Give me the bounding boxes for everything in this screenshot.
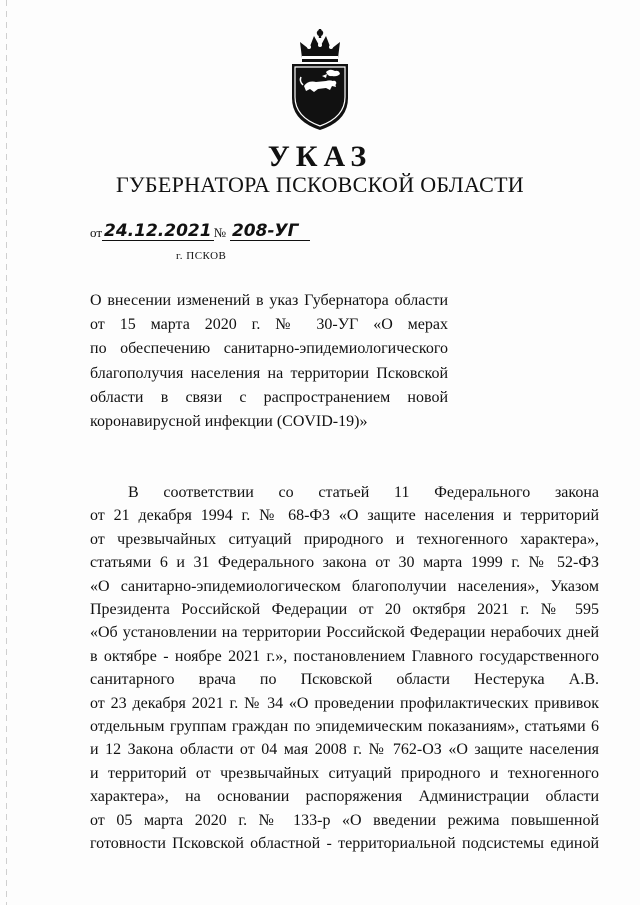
body-line: «Об установлении на территории Российской Федерации нерабочих дней — [90, 624, 599, 642]
subject-line: коронавирусной инфекции (COVID-19)» — [90, 413, 368, 431]
body-line: санитарного врача по Псковской области Нестерука А.В. — [90, 671, 599, 689]
scan-edge-line — [6, 0, 7, 905]
body-line: и 12 Закона области от 04 мая 2008 г. № 762-ОЗ «О защите населения — [90, 741, 599, 759]
body-line: Президента Российской Федерации от 20 октября 2021 г. № 595 — [90, 601, 599, 619]
document-issuer: ГУБЕРНАТОРА ПСКОВСКОЙ ОБЛАСТИ — [116, 172, 524, 197]
document-subject — [90, 289, 448, 434]
date-prefix: от — [90, 225, 103, 240]
body-line: от 05 марта 2020 г. № 133-р «О введении режима повышенной — [90, 811, 599, 829]
subject-line: по обеспечению санитарно-эпидемиологического — [90, 340, 448, 358]
city-name: г. ПСКОВ — [176, 250, 227, 262]
body-line: готовности Псковской областной - территориальной подсистемы единой — [90, 835, 599, 853]
body-line: от 23 декабря 2021 г. № 34 «О проведении профилактических прививок — [90, 694, 599, 712]
handwritten-date: 24.12.2021 — [104, 221, 212, 241]
decree-date-number-line — [90, 222, 310, 241]
body-line: отдельным группам граждан по эпидемическим показаниям», статьями 6 — [90, 718, 599, 736]
body-line: от чрезвычайных ситуаций природного и техногенного характера», — [90, 530, 599, 548]
body-line: в октябре - ноябре 2021 г.», постановлением Главного государственного — [90, 647, 599, 665]
pskov-coat-of-arms-emblem — [282, 28, 358, 132]
body-line: от 21 декабря 1994 г. № 68-ФЗ «О защите населения и территорий — [90, 507, 599, 525]
body-line: характера», на основании распоряжения Администрации области — [90, 788, 599, 806]
subject-line: О внесении изменений в указ Губернатора области — [90, 292, 448, 309]
body-line: «О санитарно-эпидемиологическом благополучии населения», Указом — [90, 577, 599, 595]
subject-line: благополучия населения на территории Псковской — [90, 364, 448, 382]
subject-line: области в связи с распространением новой — [90, 388, 448, 406]
body-line: и территорий от чрезвычайных ситуаций природного и техногенного — [90, 764, 599, 782]
document-title: УКАЗ — [267, 140, 373, 173]
body-line: статьями 6 и 31 Федерального закона от 30 марта 1999 г. № 52-ФЗ — [90, 554, 599, 572]
handwritten-number: 208-УГ — [230, 222, 310, 241]
document-body — [90, 481, 599, 856]
number-prefix: № — [213, 225, 226, 240]
body-line: В соответствии со статьей 11 Федерального закона — [128, 484, 599, 501]
subject-line: от 15 марта 2020 г. № 30-УГ «О мерах — [90, 316, 448, 334]
